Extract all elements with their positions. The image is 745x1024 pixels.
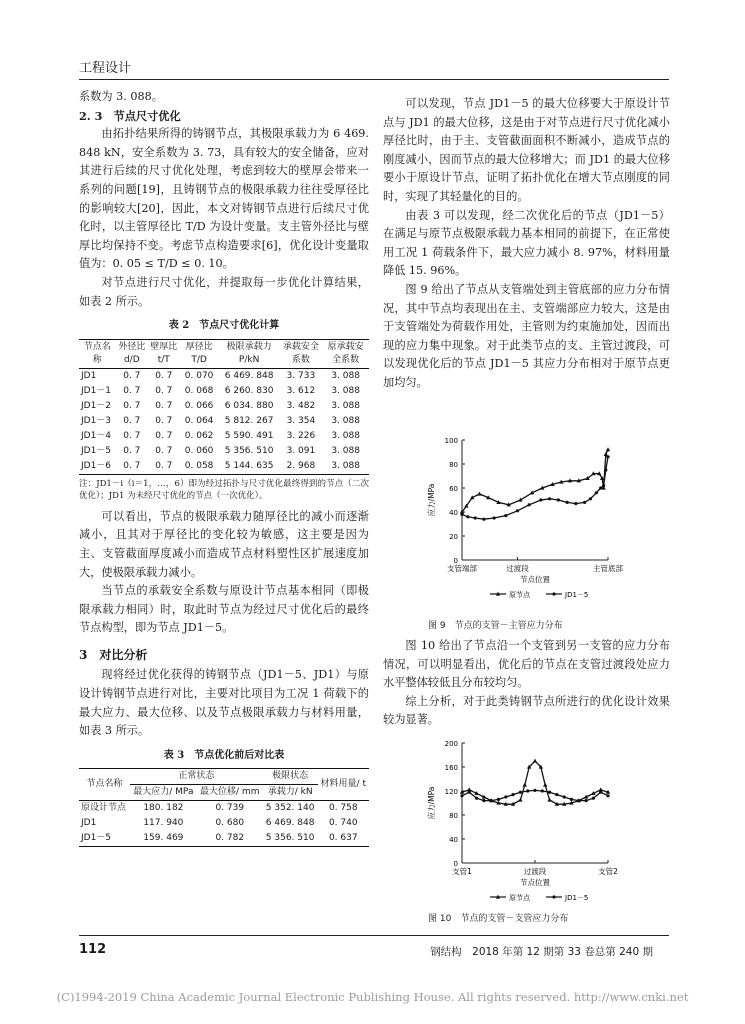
table-row (79, 801, 369, 817)
y-tick-label: 160 (444, 764, 458, 772)
section-heading-2-3: 2. 3 节点尺寸优化 (79, 108, 181, 123)
y-tick-label: 200 (444, 740, 458, 748)
table-header-cell: 最大位移/ mm (197, 785, 263, 801)
data-point (477, 492, 481, 496)
x-tick-label: 支管端部 (447, 564, 477, 573)
table-cell: 0. 7 (155, 415, 173, 426)
table-cell: 0. 739 (215, 803, 245, 814)
data-point (523, 783, 527, 787)
table-cell: 0. 7 (155, 385, 173, 396)
table-cell: 0. 7 (155, 445, 173, 456)
data-point (528, 503, 531, 506)
data-point (541, 789, 544, 792)
data-point (504, 514, 507, 517)
data-point (589, 497, 592, 500)
table-cell: 0. 060 (184, 445, 214, 456)
table-cell: 0. 7 (123, 385, 141, 396)
table-cell: 0. 068 (184, 385, 214, 396)
table-cell: JD1－1 (81, 385, 112, 396)
data-point (566, 501, 569, 504)
table-cell: JD1 (81, 818, 97, 829)
y-tick-label: 80 (449, 461, 458, 469)
data-point (504, 795, 507, 798)
table-cell: 0. 066 (184, 400, 214, 411)
series-line-jd1-5 (462, 457, 608, 519)
table-cell: 3. 354 (286, 415, 316, 426)
table-cell: 0. 637 (318, 831, 369, 847)
paragraph: 对节点进行尺寸优化，并提取每一步优化计算结果，如表 2 所示。 (79, 275, 369, 308)
table-2-note: 注：JD1－i（i＝1，…，6）即为经过拓扑与尺寸优化最终得到的节点（二次优化）；JD1 为未经尺寸优化的节点（一次优化）。 (79, 478, 369, 501)
figure-9-caption: 图 9 节点的支管－主管应力分布 (428, 621, 563, 631)
data-point (460, 513, 463, 516)
paragraph: 现将经过优化获得的铸钢节点（JD1－5、JD1）与原设计铸钢节点进行对比，主要对比项目为工况 1 荷载下的最大应力、最大位移、以及节点极限承载力与材料用量，如表 3 所示。 (79, 668, 369, 738)
data-point (468, 791, 471, 794)
table-header-cell: 承载安全系数 (279, 339, 322, 368)
table-header-cell: 材料用量/ t (318, 769, 369, 801)
table-header-group: 正常状态 (130, 769, 263, 785)
table-row (79, 399, 369, 414)
table-cell: JD1－5 (79, 831, 130, 847)
data-point (585, 799, 588, 802)
paragraph: 由拓扑结果所得的铸钢节点，其极限承载力为 6 469. 848 kN，安全系数为 3. 73，具有较大的安全储备，应对其进行后续的尺寸优化处理，考虑到较大的壁厚会带来一系列的问题[19]，且铸钢节点的极限承载力往往受厚径比的影响较大[20]，因此，本文对铸钢节点进行后续尺寸优化时，以主管厚径比 T/D 为设计变量。支主管外径比与壁厚比均保持不变。考虑节点构造要求[6]，优化设计变量取值为：0. 05 ≤ T/D ≤ 0. 10。 (79, 127, 369, 271)
data-point (490, 799, 493, 802)
table-cell: 3. 612 (286, 385, 316, 396)
figure-10-caption: 图 10 节点的支管－支管应力分布 (428, 914, 569, 924)
x-tick-label: 支管1 (452, 867, 472, 876)
table-row (79, 429, 369, 444)
data-point (466, 515, 469, 518)
journal-section-header: 工程设计 (79, 61, 132, 76)
legend-label: 原节点 (509, 591, 530, 599)
table-cell: 0. 058 (179, 459, 218, 475)
y-tick-label: 0 (453, 860, 458, 868)
data-point (474, 516, 477, 519)
table-row (79, 384, 369, 399)
data-point (574, 502, 577, 505)
table-cell: 3. 088 (331, 400, 360, 411)
table-row (79, 368, 369, 384)
paragraph: 可以看出，节点的极限承载力随厚径比的减小而逐渐减小，且其对于厚径比的变化较为敏感，这主要是因为主、支管截面厚度减小而造成节点材料塑性区扩展速度加大，使极限承载力减小。 (79, 509, 369, 579)
data-point (539, 498, 542, 501)
page-number: 112 (79, 942, 107, 957)
data-point (599, 486, 602, 489)
x-axis-label: 节点位置 (520, 878, 550, 887)
paragraph: 综上分析，对于此类铸钢节点所进行的优化设计效果较为显著。 (383, 694, 670, 727)
data-point (543, 783, 547, 787)
y-tick-label: 40 (449, 836, 458, 844)
data-point (602, 484, 605, 487)
table-cell: 5 356. 510 (263, 831, 318, 847)
table-cell: 5 144. 635 (219, 459, 280, 475)
x-tick-label: 过渡段 (523, 867, 547, 876)
paragraph: 当节点的承载安全系数与原设计节点基本相同（即极限承载力相同）时，取此时节点为经过尺寸优化后的最终节点构型，即为节点 JD1－5。 (79, 584, 369, 635)
y-tick-label: 20 (449, 533, 458, 541)
y-tick-label: 120 (444, 788, 458, 796)
table-header-cell: 承载力/ kN (263, 785, 318, 801)
legend-label: 原节点 (509, 894, 530, 902)
table-cell: JD1 (81, 370, 97, 381)
table-cell: 0. 062 (184, 430, 214, 441)
table-cell: 原设计节点 (81, 803, 127, 814)
table-cell: 3. 088 (331, 430, 360, 441)
table-cell: JD1－2 (81, 400, 112, 411)
header-rule (79, 79, 669, 80)
table-cell: 0. 7 (123, 430, 141, 441)
table-cell: 6 469. 848 (224, 370, 274, 381)
table-header-cell: 厚径比 T/D (179, 339, 218, 368)
table-cell: 6 034. 880 (224, 400, 274, 411)
table-header-cell: 极限承载力 P/kN (219, 339, 280, 368)
y-axis-label: 应力/MPa (427, 483, 436, 517)
paragraph: 图 9 给出了节点从支管端处到主管底部的应力分布情况，其中节点均表现出在主、支管端部应力较大，这是由于支管端处为荷载作用处，主管则为约束施加处，因而出现的应力集中现象。对于此类节点的支、主管过渡段，可以发现优化后的节点 JD1－5 其应力分布相对于原节点更加均匀。 (383, 282, 670, 389)
figure-10-chart (420, 735, 640, 917)
table-cell: 0. 758 (328, 803, 358, 814)
data-point (592, 797, 595, 800)
data-point (518, 798, 522, 802)
table-cell: 117. 940 (143, 818, 184, 829)
y-tick-label: 100 (444, 437, 458, 445)
data-point (482, 799, 485, 802)
table-2-caption: 表 2 节点尺寸优化计算 (168, 320, 280, 332)
table-cell: 3. 733 (286, 370, 316, 381)
y-tick-label: 0 (453, 557, 458, 565)
table-cell: 0. 7 (155, 370, 173, 381)
data-point (519, 791, 522, 794)
y-tick-label: 80 (449, 812, 458, 820)
table-cell: JD1－6 (79, 459, 115, 475)
table-cell: 159. 469 (130, 831, 197, 847)
table-header-group: 极限状态 (263, 769, 318, 785)
journal-info: 钢结构 2018 年第 12 期第 33 卷总第 240 期 (430, 946, 653, 958)
data-point (583, 501, 586, 504)
y-tick-label: 40 (449, 509, 458, 517)
table-3-body (79, 801, 369, 847)
x-tick-label: 过渡段 (506, 564, 529, 573)
table-cell: 0. 7 (115, 459, 148, 475)
table-cell: 0. 070 (184, 370, 214, 381)
table-header-cell: 原承载安全系数 (322, 339, 369, 368)
data-point (533, 759, 537, 763)
data-point (604, 468, 607, 471)
left-column (79, 88, 369, 847)
table-row (79, 459, 369, 475)
section-heading-3: 3 对比分析 (79, 647, 148, 662)
x-tick-label: 主管底部 (593, 564, 623, 573)
table-cell: 0. 7 (155, 400, 173, 411)
data-point (599, 791, 602, 794)
table-cell: 5 352. 140 (265, 803, 315, 814)
y-tick-label: 60 (449, 485, 458, 493)
data-point (516, 509, 519, 512)
table-header-cell: 外径比 d/D (115, 339, 148, 368)
right-column-middle (383, 637, 670, 730)
table-cell: 3. 226 (286, 430, 316, 441)
table-cell: 5 590. 491 (224, 430, 274, 441)
data-point (482, 518, 485, 521)
data-point (557, 498, 560, 501)
y-axis-label: 应力/MPa (427, 786, 436, 820)
table-cell: 0. 740 (328, 818, 358, 829)
data-point (547, 798, 551, 802)
table-3-caption: 表 3 节点优化前后对比表 (163, 749, 285, 761)
right-column-top (383, 95, 670, 393)
table-3 (79, 768, 369, 847)
table-cell: 3. 482 (286, 400, 316, 411)
paragraph: 可以发现，节点 JD1－5 的最大位移要大于原设计节点与 JD1 的最大位移，这是由于对节点进行尺寸优化减小厚径比时，由于主、支管截面面积不断减小，造成节点的刚度减小，因而节点的最大位移增大；而 JD1 的最大位移要小于原设计节点，证明了拓扑优化在增大节点刚度的同时，实现了其轻量化的目的。 (383, 97, 670, 203)
data-point (606, 447, 610, 451)
data-point (526, 789, 529, 792)
table-2 (79, 339, 369, 475)
data-point (595, 491, 598, 494)
table-cell: JD1－3 (81, 415, 112, 426)
table-header-cell: 节点名称 (79, 339, 115, 368)
table-cell: 6 260. 830 (224, 385, 274, 396)
table-cell: 5 356. 510 (224, 445, 274, 456)
data-point (460, 794, 463, 797)
table-cell: 0. 7 (123, 415, 141, 426)
table-cell: 0. 7 (123, 370, 141, 381)
table-cell: 0. 7 (123, 445, 141, 456)
table-header-cell: 壁厚比 t/T (148, 339, 179, 368)
data-point (563, 795, 566, 798)
data-point (512, 793, 515, 796)
table-cell: 0. 7 (155, 430, 173, 441)
data-point (555, 793, 558, 796)
data-point (493, 516, 496, 519)
data-point (570, 798, 573, 801)
data-point (577, 799, 580, 802)
table-cell: 3. 088 (331, 370, 360, 381)
table-row (79, 816, 369, 831)
table-cell: 0. 782 (197, 831, 263, 847)
data-point (497, 798, 500, 801)
table-row (79, 444, 369, 459)
table-header-cell: 节点名称 (79, 769, 130, 801)
data-point (606, 794, 609, 797)
table-cell: JD1－4 (81, 430, 112, 441)
table-cell: 5 812. 267 (224, 415, 274, 426)
table-cell: JD1－5 (81, 445, 112, 456)
data-point (475, 797, 478, 800)
data-point (533, 789, 536, 792)
table-header-cell: 最大应力/ MPa (130, 785, 197, 801)
table-cell: 3. 088 (331, 445, 360, 456)
paragraph: 由表 3 可以发现，经二次优化后的节点（JD1－5）在满足与原节点极限承载力基本相同的前提下，在正常使用工况 1 荷载条件下，最大应力减小 8. 97%，材料用量降低 15. 96%。 (383, 208, 670, 278)
data-point (606, 455, 609, 458)
table-2-body (79, 368, 369, 474)
table-cell: 3. 091 (286, 445, 316, 456)
table-cell: 0. 7 (123, 400, 141, 411)
table-cell: 3. 088 (322, 459, 369, 475)
paragraph-intro: 系数为 3. 088。 (79, 90, 163, 103)
table-cell: 6 469. 848 (265, 818, 315, 829)
table-cell: 2. 968 (279, 459, 322, 475)
x-axis-label: 节点位置 (520, 575, 550, 584)
table-cell: 3. 088 (331, 385, 360, 396)
table-row (79, 414, 369, 429)
data-point (548, 497, 551, 500)
table-cell: 0. 680 (215, 818, 245, 829)
table-row (79, 831, 369, 847)
legend-label: JD1－5 (565, 591, 589, 599)
figure-9-chart (420, 432, 640, 614)
paragraph: 图 10 给出了节点沿一个支管到另一支管的应力分布情况，可以明显看出，优化后的节点在支管过渡段处应力水平整体较低且分布较均匀。 (383, 639, 670, 690)
legend-marker-dot (552, 895, 555, 898)
table-cell: 3. 088 (331, 415, 360, 426)
footer-rule (79, 935, 669, 936)
x-tick-label: 支管2 (598, 867, 618, 876)
legend-marker-dot (552, 592, 555, 595)
data-point (548, 791, 551, 794)
copyright-watermark: (C)1994-2019 China Academic Journal Electronic Publishing House. All rights reserved. http://www.cnki.net (56, 990, 689, 1004)
table-cell: 0. 064 (184, 415, 214, 426)
table-cell: 180. 182 (143, 803, 184, 814)
table-cell: 0. 7 (148, 459, 179, 475)
legend-label: JD1－5 (565, 894, 589, 902)
